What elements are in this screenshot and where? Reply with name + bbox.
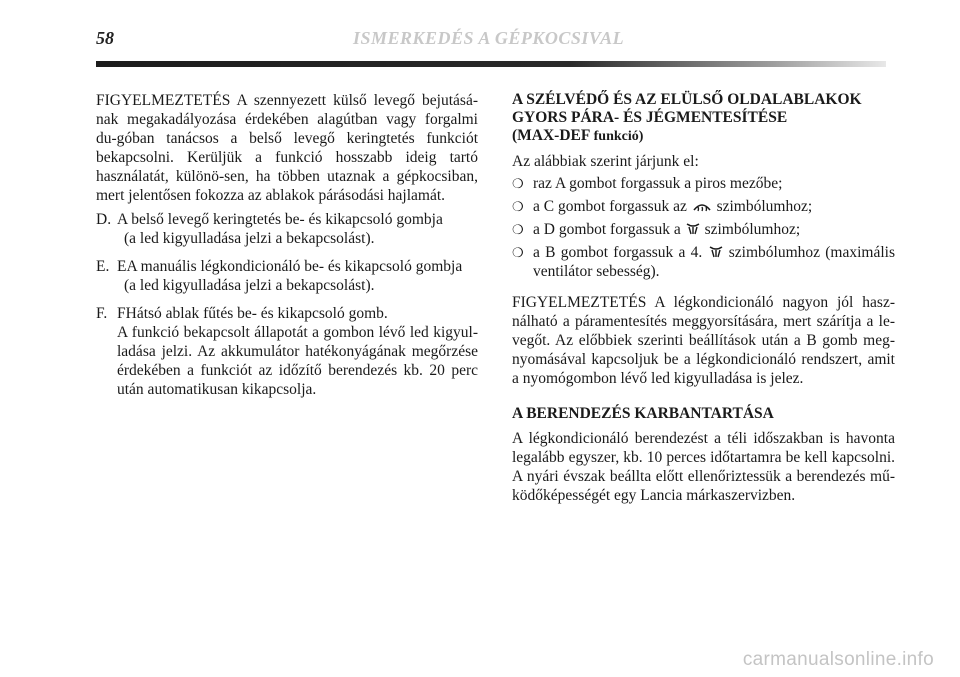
item-title: EA manuális légkondicionáló be- és kikapcsoló gombja (117, 258, 463, 275)
watermark: carmanualsonline.info (742, 649, 934, 670)
item-description: (a led kigyulladása jelzi a bekapcsolást). (124, 230, 375, 247)
step-text-suffix: szimbólumhoz; (704, 221, 801, 238)
step-text: a D gombot forgassuk a (533, 221, 681, 238)
item-letter: F. (96, 305, 108, 322)
item-title: A belső levegő keringtetés be- és kikapcsoló gombja (117, 211, 443, 228)
bullet-icon: ❍ (512, 245, 524, 260)
bullet-icon: ❍ (512, 176, 524, 191)
defrost-steps (512, 174, 895, 281)
fan-symbol-icon (686, 222, 700, 236)
right-column (512, 91, 895, 505)
list-item-d (96, 210, 478, 248)
list-item (512, 174, 895, 193)
left-column (96, 91, 478, 408)
defrost-title-line-2: GYORS PÁRA- ÉS JÉGMENTESÍTÉSE (512, 109, 788, 126)
defrost-title-line-4: funkció) (593, 129, 644, 144)
list-item (512, 220, 895, 239)
list-item (512, 243, 895, 281)
item-letter: D. (96, 211, 112, 228)
defrost-section-title (512, 91, 895, 146)
maintenance-text: A légkondicionáló berendezést a téli időszakban is havonta legalább egyszer, kb. 10 perces időtartamra be kell kapcsolni. A nyári évszak beállta előtt ellenőriztessük a berendezés mű-ködőképességét egy Lancia márkaszervizben. (512, 430, 895, 504)
recirculation-warning: FIGYELMEZTETÉS A szennyezett külső levegő bejutásá-nak megakadályozása érdekében alagútban vagy forgalmi du-góban tanácsos a belső levegő keringtetés funkciót bekapcsolni. Kerüljük a funkció hosszabb ideig tartó használatát, különö-sen, ha többen utaznak a gépkocsiban, mert jelentősen fokozza az ablakok párásodási hajlamát. (96, 92, 478, 204)
defrost-intro: Az alábbiak szerint járjunk el: (512, 153, 699, 170)
maintenance-section-title: A BERENDEZÉS KARBANTARTÁSA (512, 405, 774, 422)
fan-symbol-icon (709, 245, 723, 259)
bullet-icon: ❍ (512, 222, 524, 237)
step-text-suffix: szimbólumhoz; (716, 198, 813, 215)
defrost-title-line-3: (MAX-DEF (512, 127, 590, 144)
step-text: a C gombot forgassuk az (533, 198, 687, 215)
item-description: (a led kigyulladása jelzi a bekapcsolást). (124, 277, 375, 294)
item-title: FHátsó ablak fűtés be- és kikapcsoló gomb. (117, 305, 388, 322)
step-text: a B gombot forgassuk a 4. (533, 244, 703, 261)
list-item (512, 197, 895, 216)
defrost-title-line-1: A SZÉLVÉDŐ ÉS AZ ELÜLSŐ OLDALABLAKOK (512, 91, 862, 108)
list-item-f (96, 304, 478, 399)
page-header (0, 0, 960, 70)
header-rule (96, 61, 886, 67)
step-text-suffix: szimbólumhoz (maximális ventilátor sebesség). (533, 244, 896, 280)
list-item-e (96, 257, 478, 295)
item-description: A funkció bekapcsolt állapotát a gombon lévő led kigyul-ladása jelzi. Az akkumulátor hatékonyágának megőrzése érdekében a funkciót az időzítő berendezés kb. 20 perc után automatikusan kikapcsolja. (117, 324, 478, 398)
step-text: raz A gombot forgassuk a piros mezőbe; (533, 175, 783, 192)
chapter-title: ISMERKEDÉS A GÉPKOCSIVAL (353, 28, 625, 48)
ac-warning: FIGYELMEZTETÉS A légkondicionáló nagyon jól hasz-nálható a páramentesítés meggyorsítására, mert szárítja a le-vegőt. Az előbbiek szerinti beállítások után a B gomb meg-nyomásával kapcsoljuk be a légkondicionáló rendszert, amit a nyomógombon lévő led kigyulladása is jelez. (512, 294, 895, 387)
item-letter: E. (96, 258, 110, 275)
bullet-icon: ❍ (512, 199, 524, 214)
page-number: 58 (96, 28, 114, 48)
windscreen-symbol-icon (692, 199, 712, 213)
